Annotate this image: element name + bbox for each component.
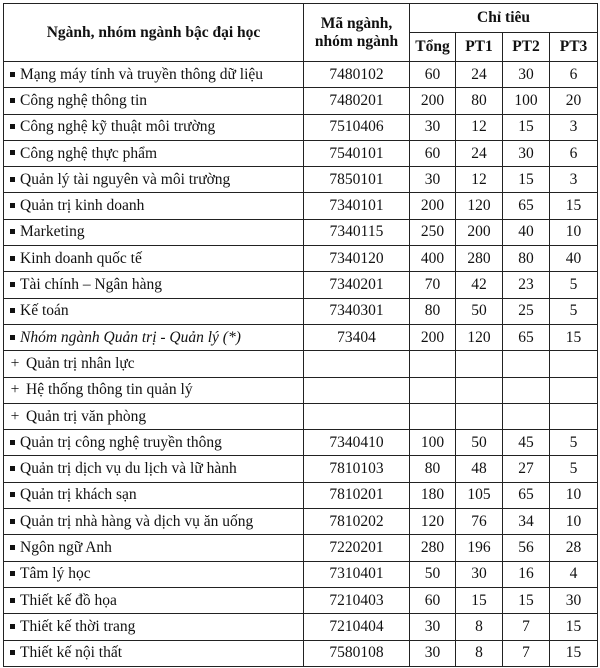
table-row bbox=[4, 377, 598, 403]
quota-pt1 bbox=[456, 403, 503, 429]
program-name: Quản trị khách sạn bbox=[20, 486, 137, 504]
table-row bbox=[4, 272, 598, 298]
quota-pt1: 80 bbox=[456, 88, 503, 114]
square-bullet-icon bbox=[10, 256, 15, 261]
quota-pt3: 5 bbox=[550, 456, 598, 482]
quota-pt3: 15 bbox=[550, 640, 598, 666]
program-code: 7340120 bbox=[304, 246, 410, 272]
program-name: Kinh doanh quốc tế bbox=[20, 249, 142, 267]
quota-pt3: 6 bbox=[550, 62, 598, 88]
table-row bbox=[4, 140, 598, 166]
quota-pt2: 80 bbox=[503, 246, 550, 272]
square-bullet-icon bbox=[10, 203, 15, 208]
quota-pt1: 12 bbox=[456, 167, 503, 193]
program-name: Tâm lý học bbox=[20, 565, 91, 583]
quota-total: 30 bbox=[410, 640, 456, 666]
quota-pt2 bbox=[503, 351, 550, 377]
quota-pt3: 30 bbox=[550, 587, 598, 613]
table-row bbox=[4, 430, 598, 456]
quota-pt2: 16 bbox=[503, 561, 550, 587]
square-bullet-icon bbox=[10, 229, 15, 234]
quota-pt1: 120 bbox=[456, 324, 503, 350]
program-code: 7340101 bbox=[304, 193, 410, 219]
quota-pt1: 48 bbox=[456, 456, 503, 482]
program-name-cell bbox=[4, 587, 304, 613]
table-row bbox=[4, 535, 598, 561]
square-bullet-icon bbox=[10, 624, 15, 629]
quota-pt2 bbox=[503, 403, 550, 429]
program-name-cell bbox=[4, 403, 304, 429]
table-row bbox=[4, 167, 598, 193]
program-name: Thiết kế nội thất bbox=[20, 644, 123, 662]
quota-pt3: 28 bbox=[550, 535, 598, 561]
square-bullet-icon bbox=[10, 72, 15, 77]
quota-pt3: 15 bbox=[550, 193, 598, 219]
program-name-cell bbox=[4, 167, 304, 193]
program-code: 7340410 bbox=[304, 430, 410, 456]
quota-pt3: 15 bbox=[550, 324, 598, 350]
table-row bbox=[4, 561, 598, 587]
program-name-cell bbox=[4, 509, 304, 535]
header-pt2: PT2 bbox=[503, 33, 550, 62]
header-pt3: PT3 bbox=[550, 33, 598, 62]
program-name: Công nghệ kỹ thuật môi trường bbox=[20, 118, 216, 136]
quota-pt2: 23 bbox=[503, 272, 550, 298]
table-row bbox=[4, 614, 598, 640]
quota-pt2: 15 bbox=[503, 587, 550, 613]
table-row bbox=[4, 324, 598, 350]
program-name: Quản trị dịch vụ du lịch và lữ hành bbox=[20, 460, 237, 478]
quota-pt2: 25 bbox=[503, 298, 550, 324]
quota-total: 30 bbox=[410, 114, 456, 140]
program-code: 7540101 bbox=[304, 140, 410, 166]
quota-pt2: 34 bbox=[503, 509, 550, 535]
quota-total: 200 bbox=[410, 193, 456, 219]
quota-pt3: 5 bbox=[550, 272, 598, 298]
quota-total bbox=[410, 403, 456, 429]
quota-total: 180 bbox=[410, 482, 456, 508]
quota-pt1: 50 bbox=[456, 298, 503, 324]
square-bullet-icon bbox=[10, 519, 15, 524]
quota-pt1: 105 bbox=[456, 482, 503, 508]
table-row bbox=[4, 246, 598, 272]
program-name-cell bbox=[4, 535, 304, 561]
square-bullet-icon bbox=[10, 571, 15, 576]
quota-pt2: 45 bbox=[503, 430, 550, 456]
table-row bbox=[4, 193, 598, 219]
program-name-cell bbox=[4, 351, 304, 377]
program-code: 7480201 bbox=[304, 88, 410, 114]
quota-pt2: 65 bbox=[503, 193, 550, 219]
quota-table bbox=[3, 3, 598, 667]
plus-marker: + bbox=[10, 381, 20, 399]
table-row bbox=[4, 298, 598, 324]
square-bullet-icon bbox=[10, 440, 15, 445]
table-row bbox=[4, 509, 598, 535]
square-bullet-icon bbox=[10, 466, 15, 471]
program-code: 7340301 bbox=[304, 298, 410, 324]
header-tong: Tổng bbox=[410, 33, 456, 62]
program-code: 7810202 bbox=[304, 509, 410, 535]
quota-pt3: 20 bbox=[550, 88, 598, 114]
quota-pt3: 5 bbox=[550, 430, 598, 456]
program-name-cell bbox=[4, 246, 304, 272]
plus-marker: + bbox=[10, 354, 20, 372]
quota-pt1: 200 bbox=[456, 219, 503, 245]
program-name: Thiết kế thời trang bbox=[20, 617, 136, 635]
square-bullet-icon bbox=[10, 150, 15, 155]
table-row bbox=[4, 351, 598, 377]
quota-pt1: 8 bbox=[456, 614, 503, 640]
table-row bbox=[4, 482, 598, 508]
square-bullet-icon bbox=[10, 335, 15, 340]
quota-total bbox=[410, 377, 456, 403]
program-name-cell bbox=[4, 640, 304, 666]
square-bullet-icon bbox=[10, 177, 15, 182]
table-row bbox=[4, 114, 598, 140]
quota-pt2: 15 bbox=[503, 114, 550, 140]
program-code bbox=[304, 403, 410, 429]
program-name-cell bbox=[4, 219, 304, 245]
program-name-cell bbox=[4, 272, 304, 298]
program-name: Công nghệ thông tin bbox=[20, 91, 148, 109]
quota-pt1: 15 bbox=[456, 587, 503, 613]
table-row bbox=[4, 640, 598, 666]
square-bullet-icon bbox=[10, 598, 15, 603]
program-code bbox=[304, 377, 410, 403]
program-name: Ngôn ngữ Anh bbox=[20, 538, 112, 556]
quota-pt2: 30 bbox=[503, 62, 550, 88]
program-name-cell bbox=[4, 430, 304, 456]
program-name-cell bbox=[4, 561, 304, 587]
quota-total: 60 bbox=[410, 140, 456, 166]
square-bullet-icon bbox=[10, 308, 15, 313]
program-name-cell bbox=[4, 482, 304, 508]
table-row bbox=[4, 456, 598, 482]
program-name: Nhóm ngành Quản trị - Quản lý (*) bbox=[20, 328, 241, 346]
program-code: 73404 bbox=[304, 324, 410, 350]
quota-pt1: 24 bbox=[456, 140, 503, 166]
quota-pt2 bbox=[503, 377, 550, 403]
quota-pt1: 42 bbox=[456, 272, 503, 298]
program-name-cell bbox=[4, 88, 304, 114]
quota-pt1: 120 bbox=[456, 193, 503, 219]
program-code: 7850101 bbox=[304, 167, 410, 193]
program-code: 7810103 bbox=[304, 456, 410, 482]
program-code: 7510406 bbox=[304, 114, 410, 140]
square-bullet-icon bbox=[10, 124, 15, 129]
quota-pt2: 7 bbox=[503, 640, 550, 666]
header-code: Mã ngành, nhóm ngành bbox=[304, 4, 410, 62]
program-name: Công nghệ thực phẩm bbox=[20, 144, 158, 162]
square-bullet-icon bbox=[10, 282, 15, 287]
program-name: Mạng máy tính và truyền thông dữ liệu bbox=[20, 65, 264, 83]
quota-pt1: 196 bbox=[456, 535, 503, 561]
quota-total: 120 bbox=[410, 509, 456, 535]
quota-pt3: 40 bbox=[550, 246, 598, 272]
quota-total bbox=[410, 351, 456, 377]
quota-pt1: 24 bbox=[456, 62, 503, 88]
program-code: 7340115 bbox=[304, 219, 410, 245]
quota-total: 30 bbox=[410, 614, 456, 640]
quota-pt3: 5 bbox=[550, 298, 598, 324]
quota-total: 60 bbox=[410, 62, 456, 88]
header-pt1: PT1 bbox=[456, 33, 503, 62]
quota-total: 100 bbox=[410, 430, 456, 456]
quota-pt1: 280 bbox=[456, 246, 503, 272]
quota-pt2: 40 bbox=[503, 219, 550, 245]
quota-pt2: 7 bbox=[503, 614, 550, 640]
quota-pt1: 30 bbox=[456, 561, 503, 587]
quota-pt3 bbox=[550, 403, 598, 429]
quota-total: 30 bbox=[410, 167, 456, 193]
quota-pt3: 6 bbox=[550, 140, 598, 166]
quota-total: 280 bbox=[410, 535, 456, 561]
program-code: 7310401 bbox=[304, 561, 410, 587]
quota-pt2: 65 bbox=[503, 324, 550, 350]
program-code bbox=[304, 351, 410, 377]
table-row bbox=[4, 219, 598, 245]
quota-total: 60 bbox=[410, 587, 456, 613]
program-name-cell bbox=[4, 140, 304, 166]
program-name-cell bbox=[4, 456, 304, 482]
program-code: 7220201 bbox=[304, 535, 410, 561]
quota-pt1: 8 bbox=[456, 640, 503, 666]
table-row bbox=[4, 587, 598, 613]
quota-pt2: 100 bbox=[503, 88, 550, 114]
quota-pt1 bbox=[456, 351, 503, 377]
quota-pt2: 27 bbox=[503, 456, 550, 482]
table-row bbox=[4, 88, 598, 114]
program-name-cell bbox=[4, 193, 304, 219]
quota-pt2: 56 bbox=[503, 535, 550, 561]
quota-total: 400 bbox=[410, 246, 456, 272]
program-name: Quản trị kinh doanh bbox=[20, 197, 145, 215]
quota-pt3 bbox=[550, 351, 598, 377]
quota-total: 80 bbox=[410, 298, 456, 324]
table-row bbox=[4, 403, 598, 429]
quota-pt3: 10 bbox=[550, 509, 598, 535]
quota-pt1 bbox=[456, 377, 503, 403]
program-name-cell bbox=[4, 62, 304, 88]
quota-pt3: 4 bbox=[550, 561, 598, 587]
table-row bbox=[4, 62, 598, 88]
program-code: 7340201 bbox=[304, 272, 410, 298]
quota-pt3: 10 bbox=[550, 219, 598, 245]
program-name: Kế toán bbox=[20, 302, 69, 320]
quota-pt3: 15 bbox=[550, 614, 598, 640]
quota-pt1: 76 bbox=[456, 509, 503, 535]
program-name: Thiết kế đồ họa bbox=[20, 591, 117, 609]
quota-total: 200 bbox=[410, 88, 456, 114]
program-name: Quản trị nhà hàng và dịch vụ ăn uống bbox=[20, 512, 254, 530]
quota-pt2: 30 bbox=[503, 140, 550, 166]
program-name-cell bbox=[4, 377, 304, 403]
program-name-cell bbox=[4, 614, 304, 640]
header-name: Ngành, nhóm ngành bậc đại học bbox=[4, 4, 304, 62]
program-name: Marketing bbox=[20, 223, 85, 241]
program-name: Quản trị công nghệ truyền thông bbox=[20, 433, 222, 451]
quota-pt1: 12 bbox=[456, 114, 503, 140]
program-name-cell bbox=[4, 324, 304, 350]
quota-pt3: 10 bbox=[550, 482, 598, 508]
quota-pt3 bbox=[550, 377, 598, 403]
quota-total: 70 bbox=[410, 272, 456, 298]
program-name: Quản trị nhân lực bbox=[26, 354, 135, 372]
square-bullet-icon bbox=[10, 545, 15, 550]
program-code: 7210404 bbox=[304, 614, 410, 640]
quota-total: 80 bbox=[410, 456, 456, 482]
quota-pt3: 3 bbox=[550, 167, 598, 193]
program-name-cell bbox=[4, 114, 304, 140]
quota-pt1: 50 bbox=[456, 430, 503, 456]
plus-marker: + bbox=[10, 407, 20, 425]
program-name: Quản lý tài nguyên và môi trường bbox=[20, 170, 231, 188]
square-bullet-icon bbox=[10, 492, 15, 497]
program-name: Hệ thống thông tin quản lý bbox=[26, 381, 193, 399]
quota-total: 50 bbox=[410, 561, 456, 587]
quota-total: 250 bbox=[410, 219, 456, 245]
quota-total: 200 bbox=[410, 324, 456, 350]
square-bullet-icon bbox=[10, 98, 15, 103]
program-code: 7210403 bbox=[304, 587, 410, 613]
program-name: Quản trị văn phòng bbox=[26, 407, 147, 425]
program-code: 7810201 bbox=[304, 482, 410, 508]
quota-pt2: 15 bbox=[503, 167, 550, 193]
header-quota: Chỉ tiêu bbox=[410, 4, 598, 33]
program-code: 7480102 bbox=[304, 62, 410, 88]
quota-pt2: 65 bbox=[503, 482, 550, 508]
program-name: Tài chính – Ngân hàng bbox=[20, 276, 163, 294]
quota-pt3: 3 bbox=[550, 114, 598, 140]
program-name-cell bbox=[4, 298, 304, 324]
program-code: 7580108 bbox=[304, 640, 410, 666]
table-body bbox=[4, 62, 598, 667]
square-bullet-icon bbox=[10, 650, 15, 655]
